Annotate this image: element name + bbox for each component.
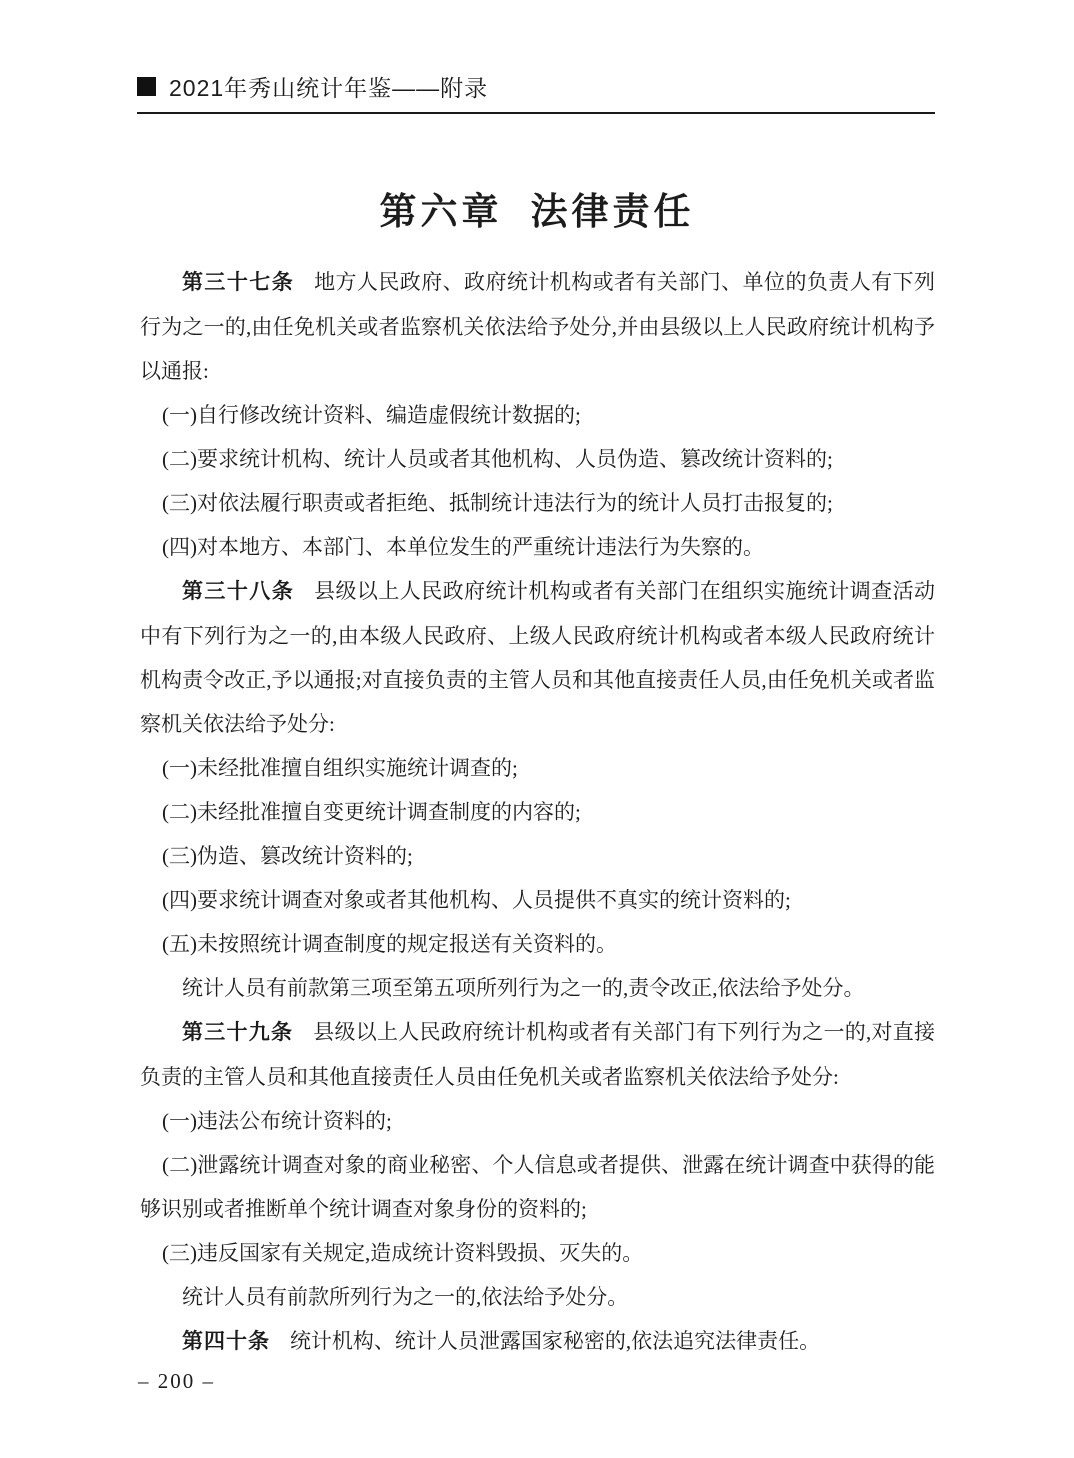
article-38-item-5: (五)未按照统计调查制度的规定报送有关资料的。 bbox=[162, 932, 618, 956]
article-38-item-1: (一)未经批准擅自组织实施统计调查的; bbox=[162, 756, 518, 780]
paragraph-article-38 bbox=[140, 569, 935, 746]
article-40-text: 统计机构、统计人员泄露国家秘密的,依法追究法律责任。 bbox=[289, 1329, 821, 1353]
chapter-number: 第六章 bbox=[379, 191, 503, 232]
article-38-item-4: (四)要求统计调查对象或者其他机构、人员提供不真实的统计资料的; bbox=[162, 888, 791, 912]
article-37-item-2: (二)要求统计机构、统计人员或者其他机构、人员伪造、篡改统计资料的; bbox=[162, 447, 833, 471]
chapter-title bbox=[0, 189, 1074, 235]
article-38-item-2: (二)未经批准擅自变更统计调查制度的内容的; bbox=[162, 800, 581, 824]
article-39-item-3: (三)违反国家有关规定,造成统计资料毁损、灭失的。 bbox=[162, 1241, 644, 1265]
paragraph-article-37 bbox=[140, 260, 935, 393]
article-38-closing-clause: 统计人员有前款第三项至第五项所列行为之一的,责令改正,依法给予处分。 bbox=[182, 976, 865, 1000]
header-title: 2021年秀山统计年鉴——附录 bbox=[169, 75, 489, 101]
article-38-item-3: (三)伪造、篡改统计资料的; bbox=[162, 844, 413, 868]
article-38-label: 第三十八条 bbox=[182, 580, 295, 603]
article-39-text: 县级以上人民政府统计机构或者有关部门有下列行为之一的,对直接负责的主管人员和其他直接责任人员由任免机关或者监察机关依法给予处分: bbox=[140, 1020, 935, 1089]
article-37-text: 地方人民政府、政府统计机构或者有关部门、单位的负责人有下列行为之一的,由任免机关或者监察机关依法给予处分,并由县级以上人民政府统计机构予以通报: bbox=[140, 270, 936, 383]
article-39-label: 第三十九条 bbox=[182, 1021, 294, 1044]
article-37-item-3: (三)对依法履行职责或者拒绝、抵制统计违法行为的统计人员打击报复的; bbox=[162, 491, 833, 515]
paragraph-article-39 bbox=[140, 1010, 935, 1099]
article-39-item-1: (一)违法公布统计资料的; bbox=[162, 1109, 392, 1133]
page-header bbox=[137, 70, 935, 114]
document-body bbox=[140, 260, 935, 1364]
black-square-icon bbox=[137, 77, 156, 96]
article-39-closing-clause: 统计人员有前款所列行为之一的,依法给予处分。 bbox=[182, 1285, 629, 1309]
page-number: – 200 – bbox=[138, 1369, 215, 1393]
article-37-item-1: (一)自行修改统计资料、编造虚假统计数据的; bbox=[162, 403, 581, 427]
chapter-name: 法律责任 bbox=[530, 191, 695, 232]
article-39-item-2: (二)泄露统计调查对象的商业秘密、个人信息或者提供、泄露在统计调查中获得的能够识别或者推断单个统计调查对象身份的资料的; bbox=[140, 1153, 935, 1221]
article-37-item-4: (四)对本地方、本部门、本单位发生的严重统计违法行为失察的。 bbox=[162, 535, 765, 559]
article-37-label: 第三十七条 bbox=[182, 271, 295, 294]
article-40-label: 第四十条 bbox=[182, 1330, 270, 1353]
article-38-text: 县级以上人民政府统计机构或者有关部门在组织实施统计调查活动中有下列行为之一的,由本级人民政府、上级人民政府统计机构或者本级人民政府统计机构责令改正,予以通报;对直接负责的主管人员和其他直接责任人员,由任免机关或者监察机关依法给予处分: bbox=[140, 579, 936, 736]
paragraph-article-40 bbox=[140, 1319, 935, 1364]
